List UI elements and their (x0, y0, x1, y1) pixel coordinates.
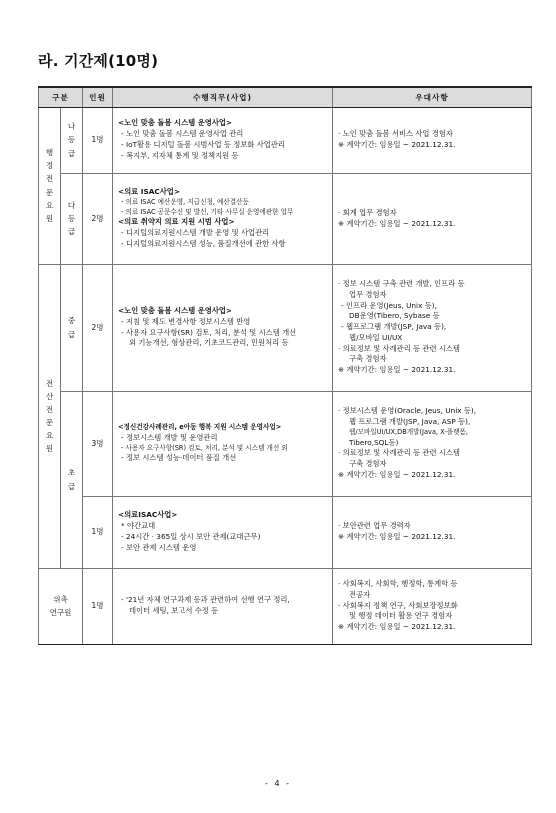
headcount: 1명 (83, 568, 113, 644)
table-row (39, 107, 532, 173)
table-row (39, 173, 532, 264)
recruitment-table (38, 86, 532, 645)
duty-cell: <의료 ISAC사업> - 의료 ISAC 예산운영, 지급신청, 예산결산등 - 의료 ISAC 공문수신 및 발신, 기타 사무실 운영에관한 업무 <의료 취약지 의료 지원 시범 사업> - 디지털의료지원시스템 개발 운영 및 사업관리 - 디지털의료지원시스템 성능, 품질개선에 관한 사항 (113, 173, 333, 264)
header-duty: 수행직무(사업) (113, 87, 333, 107)
preference-cell: · 회계 업무 경험자 ※ 계약기간: 임용일 ~ 2021.12.31. (333, 173, 532, 264)
group-admin-staff: 행 정 전 문 요 원 (39, 107, 61, 264)
table-row (39, 391, 532, 496)
grade-mid: 중 급 (61, 264, 83, 391)
grade-da: 다 등 급 (61, 173, 83, 264)
table-row (39, 568, 532, 644)
table-row (39, 496, 532, 568)
page-number: - 4 - (265, 779, 291, 788)
headcount: 2명 (83, 173, 113, 264)
duty-cell: - '21년 자체 연구과제 등과 관련하여 선행 연구 정리, 데이터 세팅, 보고서 수정 등 (113, 568, 333, 644)
preference-cell: · 정보시스템 운영(Oracle, Jeus, Unix 등), 웹 프로그램 개발(JSP, Java, ASP 등), 웹/모바일UI/UX,DB개발(Java, X-플랫폼, Tibero,SQL등) · 의료정보 및 사례관리 등 관련 시스템 구축 경험자 ※ 계약기간: 임용일 ~ 2021.12.31. (333, 391, 532, 496)
table-row (39, 264, 532, 391)
preference-cell: · 노인 맞춤 돌봄 서비스 사업 경험자 ※ 계약기간: 임용일 ~ 2021.12.31. (333, 107, 532, 173)
header-category: 구분 (39, 87, 83, 107)
headcount: 3명 (83, 391, 113, 496)
section-heading: 라. 기간제(10명) (38, 52, 159, 70)
header-preference: 우대사항 (333, 87, 532, 107)
group-research-staff: 위촉 연구원 (39, 568, 83, 644)
table-header-row (39, 87, 532, 107)
group-it-staff: 전 산 전 문 요 원 (39, 264, 61, 568)
headcount: 1명 (83, 496, 113, 568)
preference-cell: · 보안관련 업무 경력자 ※ 계약기간: 임용일 ~ 2021.12.31. (333, 496, 532, 568)
duty-cell: <정신건강사례관리, e아동 행복 지원 시스템 운영사업> - 정보시스템 개발 및 운영관리 - 사용자 요구사항(SR) 검토, 처리, 분석 및 시스템 개선 외 - 정보 시스템 성능·데이터 품질 개선 (113, 391, 333, 496)
grade-na: 나 등 급 (61, 107, 83, 173)
preference-cell: · 정보 시스템 구축 관련 개발, 인프라 등 업무 경험자 - 인프라 운영(Jeus, Unix 등), DB운영(Tibero, Sybase 등 - 웹프로그램 개발(JSP, Java 등), 웹/모바일 UI/UX · 의료정보 및 사례관리 등 관련 시스템 구축 경험자 ※ 계약기간: 임용일 ~ 2021.12.31. (333, 264, 532, 391)
duty-cell: <의료ISAC사업> * 야간교대 - 24시간 · 365일 상시 보안 관제(교대근무) - 보안 관제 시스템 운영 (113, 496, 333, 568)
headcount: 2명 (83, 264, 113, 391)
duty-cell: <노인 맞춤 돌봄 시스템 운영사업> - 노인 맞춤 돌봄 시스템 운영사업 관리 - IoT활용 디지털 돌봄 시범사업 등 정보화 사업관리 - 복지부, 지자체 통계 및 정책지원 등 (113, 107, 333, 173)
grade-junior: 초 급 (61, 391, 83, 568)
header-headcount: 인원 (83, 87, 113, 107)
preference-cell: · 사회복지, 사회학, 행정학, 통계학 등 전공자 · 사회복지 정책 연구, 사회보장정보화 및 행정 데이터 활용 연구 경험자 ※ 계약기간: 임용일 ~ 2021.12.31. (333, 568, 532, 644)
headcount: 1명 (83, 107, 113, 173)
duty-cell: <노인 맞춤 돌봄 시스템 운영사업> - 지침 및 제도 변경사항 정보시스템 반영 - 사용자 요구사항(SR) 검토, 처리, 분석 및 시스템 개선 외 기능개선, 형상관리, 기초코드관리, 민원처리 등 (113, 264, 333, 391)
